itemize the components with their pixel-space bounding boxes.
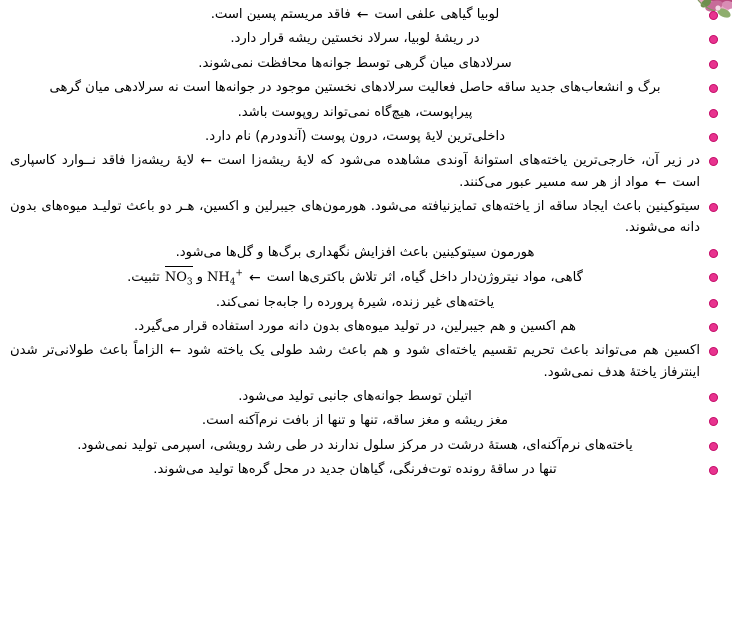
bullet-dot-icon [709,11,718,20]
list-item [10,28,720,49]
list-item [10,459,720,480]
bullet-dot-icon [709,299,718,308]
bullet-dot-icon [709,347,718,356]
list-item [10,102,720,123]
bullet-dot-icon [709,323,718,332]
list-item-text-2: تثبیت. [127,270,160,286]
arrow-icon: ← [356,7,369,23]
arrow-icon: ← [169,343,182,360]
list-item-text-2: فاقد مریستم پسین است. [210,7,351,22]
bullet-dot-icon [709,442,718,451]
bullet-dot-icon [709,35,718,44]
arrow-icon: ← [248,270,261,287]
note-bullet-list [10,4,720,481]
bullet-dot-icon [709,393,718,402]
list-item-text: یاخته‌های نرم‌آکنه‌ای، هستهٔ درشت در مرکز سلول ندارند در طی رشد رویشی، اسپرمی تولید نمی‌شود. [77,437,633,453]
bullet-dot-icon [709,109,718,118]
list-item [10,410,720,431]
list-item [10,150,720,193]
list-item [10,292,720,313]
list-item-text: هورمون سیتوکینین باعث افزایش نگهداری برگ‌ها و گل‌ها می‌شود. [175,244,535,260]
formula-conjunction: و [196,270,203,286]
list-item [10,126,720,147]
list-item-text: در زیر آن، خارجی‌ترین یاخته‌های استوانهٔ آوندی مشاهده می‌شود که لایهٔ ریشه‌زا است [217,153,700,169]
bullet-dot-icon [709,466,718,475]
list-item-text: مغز ریشه و مغز ساقه، تنها و تنها از بافت نرم‌آکنه است. [201,413,509,429]
list-item-text: برگ و انشعاب‌های جدید ساقه حاصل فعالیت سرلادهای نخستین موجود در جوانه‌ها است نه سرلادهی میان گرهی [49,80,661,96]
list-item-text: سیتوکینین باعث ایجاد ساقه از یاخته‌های تمایزنیافته می‌شود. هورمون‌های جیبرلین و اکسین، هـر دو باعث تولیـد میوه‌های بدون دانه می‌شوند. [10,199,700,236]
list-item [10,242,720,263]
list-item-text-3: مواد از هر سه مسیر عبور می‌کنند. [459,174,649,190]
list-item [10,77,720,98]
bullet-dot-icon [709,157,718,166]
list-item [10,53,720,74]
list-item [10,435,720,456]
list-item-text: تنها در ساقهٔ رونده توت‌فرنگی، گیاهان جدید در محل گره‌ها تولید می‌شوند. [153,462,557,478]
list-item-text-2: لایهٔ ریشه‌زا فاقد نــوارد کاسپاری است [10,153,700,190]
list-item-text: اکسین هم می‌تواند باعث تحریم تقسیم یاخته‌ای شود و هم باعث رشد طولی یک یاخته شود [187,343,700,359]
list-item [10,386,720,407]
arrow-icon: ← [654,174,667,191]
list-item [10,4,720,25]
bullet-dot-icon [709,84,718,93]
formula-nitrate: $NO_3$ [165,266,193,288]
list-item-text: گاهی، مواد نیتروژن‌دار داخل گیاه، اثر تلاش باکتری‌ها است [266,270,583,286]
bullet-dot-icon [709,417,718,426]
arrow-icon: ← [200,153,212,170]
list-item-text: پیراپوست، هیچ‌گاه نمی‌تواند روپوست باشد. [237,104,473,120]
list-item-text: داخلی‌ترین لایهٔ پوست، درون پوست (آندودرم) نام دارد. [205,128,505,144]
list-item [10,340,720,383]
list-item-text: لوبیا گیاهی علفی است [374,7,500,22]
list-item-text: در ریشهٔ لوبیا، سرلاد نخستین ریشه قرار دارد. [230,31,480,47]
list-item [10,316,720,337]
bullet-dot-icon [709,203,718,212]
formula-ammonium: $NH_4^+$ [206,268,243,288]
list-item-text: هم اکسین و هم جیبرلین، در تولید میوه‌های بدون دانه مورد استفاده قرار می‌گیرد. [134,318,576,334]
list-item-text: یاخته‌های غیر زنده، شیرهٔ پرورده را جابه‌جا نمی‌کند. [215,294,495,310]
list-item [10,196,720,239]
bullet-dot-icon [709,249,718,258]
bullet-dot-icon [709,273,718,282]
list-item [10,266,720,288]
bullet-dot-icon [709,60,718,69]
list-item-text: سرلادهای میان گرهی توسط جوانه‌ها محافظت نمی‌شوند. [198,55,512,71]
list-item-text: اتیلن توسط جوانه‌های جانبی تولید می‌شود. [238,389,472,404]
bullet-dot-icon [709,133,718,142]
list-item-text-2: الزاماً باعث طولانی‌تر شدن اینترفاز یاختهٔ هدف نمی‌شود. [10,343,700,380]
